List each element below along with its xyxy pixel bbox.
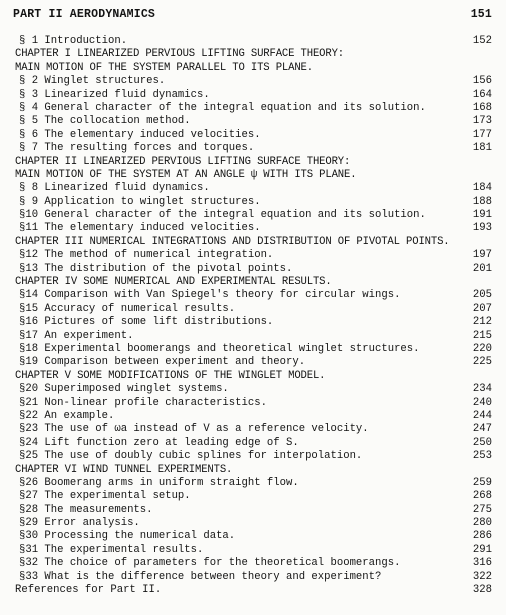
- entry-page-number: 184: [472, 182, 492, 195]
- entry-page-number: 316: [472, 557, 492, 570]
- entry-title: CHAPTER VI WIND TUNNEL EXPERIMENTS.: [15, 463, 233, 476]
- toc-entry: [15, 383, 492, 396]
- entry-page-number: 205: [472, 289, 492, 302]
- entry-page-number: 191: [472, 209, 492, 222]
- toc-entry: [15, 330, 492, 343]
- entry-title: §21 Non-linear profile characteristics.: [19, 396, 267, 409]
- chapter-heading: [15, 169, 492, 182]
- entry-page-number: 173: [472, 115, 492, 128]
- entry-page-number: 280: [472, 517, 492, 530]
- toc-entry: [15, 222, 492, 235]
- toc-entry: [15, 356, 492, 369]
- entry-title: §24 Lift function zero at leading edge of S.: [19, 436, 299, 449]
- toc-entry: [15, 517, 492, 530]
- entry-page-number: 328: [472, 584, 492, 597]
- chapter-heading: [15, 48, 492, 61]
- toc-entry: [15, 129, 492, 142]
- entry-title: §13 The distribution of the pivotal points.: [19, 262, 293, 275]
- entry-title: § 5 The collocation method.: [19, 115, 191, 128]
- toc-entry: [15, 343, 492, 356]
- toc-entry: [15, 410, 492, 423]
- entry-title: § 6 The elementary induced velocities.: [19, 128, 261, 141]
- entry-page-number: 181: [472, 142, 492, 155]
- entry-page-number: 212: [472, 316, 492, 329]
- entry-page-number: 177: [472, 128, 492, 141]
- entry-title: CHAPTER V SOME MODIFICATIONS OF THE WINGLET MODEL.: [15, 369, 326, 382]
- references-entry: [15, 584, 492, 597]
- toc-entry: [15, 115, 492, 128]
- toc-entry: [15, 89, 492, 102]
- entry-title: § 7 The resulting forces and torques.: [19, 142, 255, 155]
- entry-title: §14 Comparison with Van Spiegel's theory for circular wings.: [19, 289, 401, 302]
- entry-page-number: 220: [472, 342, 492, 355]
- toc-entry: [15, 504, 492, 517]
- entry-page-number: 188: [472, 195, 492, 208]
- page-number: 151: [470, 8, 492, 21]
- toc-entry: [15, 423, 492, 436]
- entry-page-number: 193: [472, 222, 492, 235]
- part-title: PART II AERODYNAMICS: [13, 8, 156, 21]
- entry-title: §33 What is the difference between theory and experiment?: [19, 570, 382, 583]
- entry-title: § 3 Linearized fluid dynamics.: [19, 88, 210, 101]
- entry-title: § 2 Winglet structures.: [19, 75, 166, 88]
- entry-page-number: 207: [472, 302, 492, 315]
- entry-title: CHAPTER I LINEARIZED PERVIOUS LIFTING SURFACE THEORY:: [15, 48, 344, 61]
- chapter-heading: [15, 62, 492, 75]
- entry-title: §25 The use of doubly cubic splines for interpolation.: [19, 450, 363, 463]
- entry-page-number: 164: [472, 88, 492, 101]
- toc-entry: [15, 437, 492, 450]
- page-header: [13, 8, 492, 22]
- entry-page-number: 225: [472, 356, 492, 369]
- entry-page-number: 322: [472, 570, 492, 583]
- entry-page-number: 253: [472, 450, 492, 463]
- chapter-heading: [15, 370, 492, 383]
- entry-title: §30 Processing the numerical data.: [19, 530, 236, 543]
- toc-entry: [15, 571, 492, 584]
- entry-title: §17 An experiment.: [19, 329, 134, 342]
- entry-title: § 8 Linearized fluid dynamics.: [19, 182, 210, 195]
- toc-entry: [15, 477, 492, 490]
- toc-entry: [15, 303, 492, 316]
- toc-entry: [15, 35, 492, 48]
- toc-entry: [15, 182, 492, 195]
- entry-title: §28 The measurements.: [19, 503, 153, 516]
- entry-title: CHAPTER III NUMERICAL INTEGRATIONS AND DISTRIBUTION OF PIVOTAL POINTS.: [15, 235, 450, 248]
- entry-title: §10 General character of the integral equation and its solution.: [19, 209, 426, 222]
- entry-page-number: 152: [472, 35, 492, 47]
- chapter-heading: [15, 236, 492, 249]
- toc-entry: [15, 249, 492, 262]
- entry-title: References for Part II.: [15, 584, 162, 597]
- toc-entry: [15, 530, 492, 543]
- entry-page-number: 156: [472, 75, 492, 88]
- entry-title: §19 Comparison between experiment and theory.: [19, 356, 306, 369]
- toc-entry: [15, 557, 492, 570]
- toc-entry: [15, 75, 492, 88]
- entry-page-number: 168: [472, 101, 492, 114]
- entry-title: §11 The elementary induced velocities.: [19, 222, 261, 235]
- toc-entry: [15, 196, 492, 209]
- toc-entry: [15, 142, 492, 155]
- entry-page-number: 201: [472, 262, 492, 275]
- entry-title: §20 Superimposed winglet systems.: [19, 383, 229, 396]
- entry-title: §32 The choice of parameters for the theoretical boomerangs.: [19, 557, 401, 570]
- entry-title: CHAPTER IV SOME NUMERICAL AND EXPERIMENTAL RESULTS.: [15, 276, 332, 289]
- entry-page-number: 234: [472, 383, 492, 396]
- toc-entry: [15, 209, 492, 222]
- toc-entry: [15, 450, 492, 463]
- table-of-contents: [15, 35, 492, 597]
- entry-page-number: 275: [472, 503, 492, 516]
- toc-entry: [15, 102, 492, 115]
- chapter-heading: [15, 276, 492, 289]
- entry-page-number: 215: [472, 329, 492, 342]
- entry-title: §12 The method of numerical integration.: [19, 249, 274, 262]
- entry-page-number: 197: [472, 249, 492, 262]
- entry-title: § 4 General character of the integral equation and its solution.: [19, 101, 426, 114]
- entry-title: §16 Pictures of some lift distributions.: [19, 316, 274, 329]
- entry-title: § 1 Introduction.: [19, 35, 128, 47]
- entry-page-number: 291: [472, 543, 492, 556]
- chapter-heading: [15, 156, 492, 169]
- entry-page-number: 259: [472, 476, 492, 489]
- toc-entry: [15, 263, 492, 276]
- entry-page-number: 268: [472, 490, 492, 503]
- entry-title: §15 Accuracy of numerical results.: [19, 302, 236, 315]
- entry-title: §29 Error analysis.: [19, 517, 140, 530]
- entry-title: §26 Boomerang arms in uniform straight flow.: [19, 476, 299, 489]
- entry-title: §31 The experimental results.: [19, 543, 204, 556]
- entry-page-number: 286: [472, 530, 492, 543]
- toc-entry: [15, 289, 492, 302]
- entry-title: MAIN MOTION OF THE SYSTEM AT AN ANGLE ψ WITH ITS PLANE.: [15, 168, 357, 181]
- entry-title: §22 An example.: [19, 409, 115, 422]
- entry-title: MAIN MOTION OF THE SYSTEM PARALLEL TO ITS PLANE.: [15, 61, 313, 74]
- entry-title: §18 Experimental boomerangs and theoretical winglet structures.: [19, 342, 420, 355]
- toc-entry: [15, 544, 492, 557]
- entry-page-number: 247: [472, 423, 492, 436]
- toc-entry: [15, 397, 492, 410]
- entry-page-number: 240: [472, 396, 492, 409]
- entry-title: CHAPTER II LINEARIZED PERVIOUS LIFTING SURFACE THEORY:: [15, 155, 351, 168]
- chapter-heading: [15, 464, 492, 477]
- toc-entry: [15, 490, 492, 503]
- entry-page-number: 250: [472, 436, 492, 449]
- entry-title: §23 The use of ωa instead of V as a reference velocity.: [19, 423, 369, 436]
- toc-entry: [15, 316, 492, 329]
- entry-page-number: 244: [472, 409, 492, 422]
- entry-title: §27 The experimental setup.: [19, 490, 191, 503]
- entry-title: § 9 Application to winglet structures.: [19, 195, 261, 208]
